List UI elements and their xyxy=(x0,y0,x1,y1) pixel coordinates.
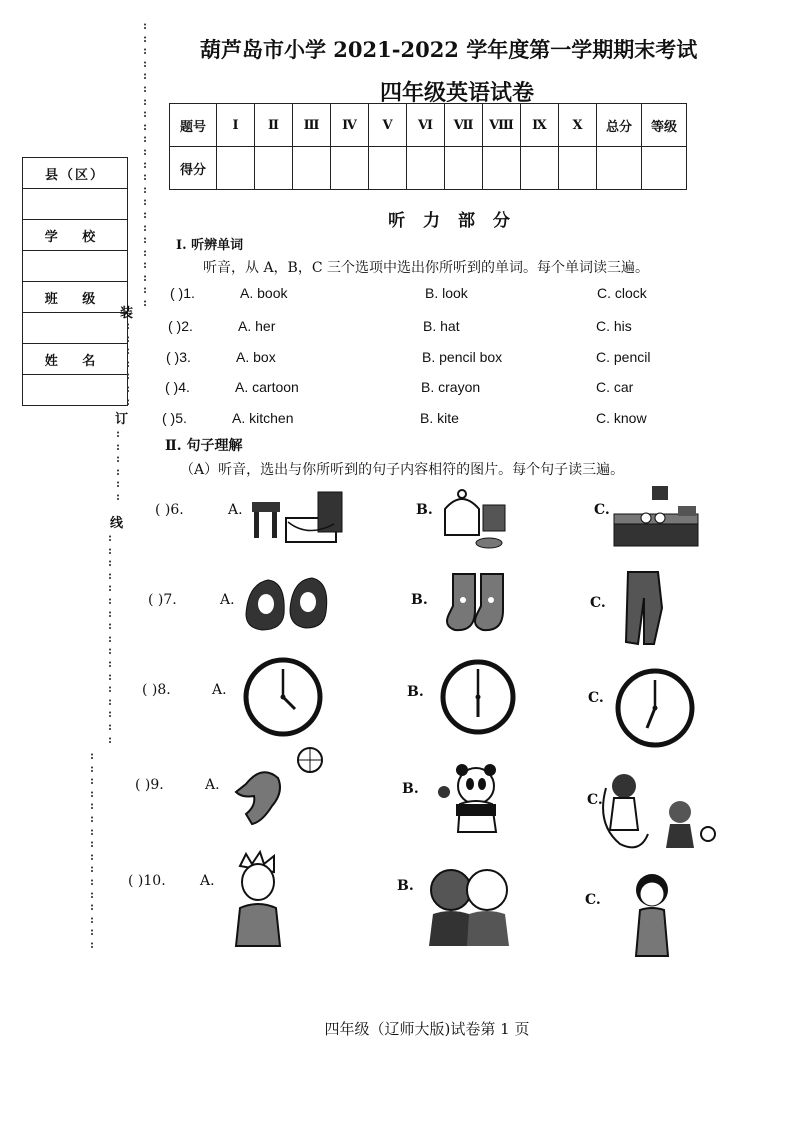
option-b-label: B. xyxy=(407,684,424,700)
part1-heading: Ⅰ. 听辨单词 xyxy=(176,238,244,253)
score-cell: Ⅲ xyxy=(293,104,331,147)
field-class-input[interactable] xyxy=(23,313,128,344)
option-a: A. her xyxy=(238,318,276,334)
option-a: A. book xyxy=(240,285,288,301)
answer-blank[interactable]: ( )8. xyxy=(142,682,171,698)
binding-dots-mid: : : : : : : : xyxy=(126,319,131,408)
answer-blank[interactable]: ( )6. xyxy=(155,502,184,518)
option-a: A. cartoon xyxy=(235,379,299,395)
score-row-label: 得分 xyxy=(170,147,217,190)
panda-ping-pong-icon xyxy=(434,760,514,840)
boy-spiky-hair-icon xyxy=(230,852,290,948)
birdcage-and-bowl-icon xyxy=(437,485,517,555)
score-input-cell[interactable] xyxy=(331,147,369,190)
field-name-input[interactable] xyxy=(23,375,128,406)
field-school-label: 学 校 xyxy=(23,220,128,251)
score-input-cell[interactable] xyxy=(559,147,597,190)
score-input-cell[interactable] xyxy=(597,147,642,190)
clock-four-icon xyxy=(243,657,323,737)
score-input-cell[interactable] xyxy=(521,147,559,190)
part2-instruction: （A）听音，选出与你所听到的句子内容相符的图片。每个句子读三遍。 xyxy=(180,462,625,478)
field-school-input[interactable] xyxy=(23,251,128,282)
pants-icon xyxy=(618,568,668,648)
option-c: C. pencil xyxy=(596,349,651,365)
binding-dots-mid2: : : : : : : xyxy=(116,427,121,503)
answer-blank[interactable]: ( )9. xyxy=(135,777,164,793)
page-footer: 四年级（辽师大版)试卷第 1 页 xyxy=(324,1020,530,1038)
tiger-basketball-icon xyxy=(232,744,332,834)
option-c: C. car xyxy=(596,379,634,395)
field-county-label: 县（区） xyxy=(23,158,128,189)
answer-blank[interactable]: ( )1. xyxy=(170,285,195,301)
score-cell: Ⅴ xyxy=(369,104,407,147)
binding-dots-low: : : : : : : : : : : : : : : : : : xyxy=(108,531,113,746)
answer-blank[interactable]: ( )7. xyxy=(148,592,177,608)
score-table-header-row xyxy=(170,104,687,147)
answer-blank[interactable]: ( )10. xyxy=(128,873,166,889)
score-input-cell[interactable] xyxy=(255,147,293,190)
binding-dots-bottom: : : : : : : : : : : : : : : : : xyxy=(90,749,95,951)
binding-dots-top: : : : : : : : : : : : : : : : : : : : : : : : xyxy=(143,19,148,310)
answer-blank[interactable]: ( )3. xyxy=(166,349,191,365)
two-boys-icon xyxy=(425,864,515,946)
score-cell: Ⅱ xyxy=(255,104,293,147)
option-a: A. box xyxy=(236,349,276,365)
score-cell: Ⅷ xyxy=(483,104,521,147)
student-info-table xyxy=(22,157,128,406)
option-a-label: A. xyxy=(205,777,220,793)
clock-seven-icon xyxy=(615,668,695,748)
listening-section-title: 听 力 部 分 xyxy=(388,211,516,231)
option-b-label: B. xyxy=(416,502,433,518)
option-c: C. clock xyxy=(597,285,647,301)
score-input-cell[interactable] xyxy=(369,147,407,190)
option-c-label: C. xyxy=(587,792,603,808)
option-b-label: B. xyxy=(397,878,414,894)
socks-icon xyxy=(441,570,521,638)
girl-icon xyxy=(628,872,678,956)
shoes-icon xyxy=(242,574,332,634)
field-class-label: 班 级 xyxy=(23,282,128,313)
kids-jump-rope-soccer-icon xyxy=(600,764,720,858)
clock-six-icon xyxy=(440,659,516,735)
score-cell: 题号 xyxy=(170,104,217,147)
score-input-cell[interactable] xyxy=(217,147,255,190)
score-input-cell[interactable] xyxy=(445,147,483,190)
answer-blank[interactable]: ( )5. xyxy=(162,410,187,426)
option-b-label: B. xyxy=(402,781,419,797)
binding-char-xian: 线 xyxy=(110,516,124,531)
field-name-label: 姓 名 xyxy=(23,344,128,375)
option-b: B. hat xyxy=(423,318,460,334)
option-a: A. kitchen xyxy=(232,410,294,426)
score-cell: Ⅵ xyxy=(407,104,445,147)
option-c: C. know xyxy=(596,410,647,426)
score-input-cell[interactable] xyxy=(293,147,331,190)
option-a-label: A. xyxy=(220,592,235,608)
option-a-label: A. xyxy=(228,502,243,518)
option-b: B. look xyxy=(425,285,468,301)
exam-title: 葫芦岛市小学 2021-2022 学年度第一学期期末考试 xyxy=(200,37,698,62)
answer-blank[interactable]: ( )2. xyxy=(168,318,193,334)
exam-subtitle: 四年级英语试卷 xyxy=(379,80,534,106)
score-cell: Ⅸ xyxy=(521,104,559,147)
score-cell: Ⅹ xyxy=(559,104,597,147)
score-cell: 总分 xyxy=(597,104,642,147)
score-cell: Ⅰ xyxy=(217,104,255,147)
bed-and-desk-icon xyxy=(248,488,348,556)
option-c: C. his xyxy=(596,318,632,334)
answer-blank[interactable]: ( )4. xyxy=(165,379,190,395)
score-cell: Ⅶ xyxy=(445,104,483,147)
option-a-label: A. xyxy=(212,682,227,698)
option-b: B. pencil box xyxy=(422,349,503,365)
kitchen-counter-icon xyxy=(612,484,702,550)
option-b-label: B. xyxy=(411,592,428,608)
score-cell: 等级 xyxy=(642,104,687,147)
option-c-label: C. xyxy=(594,502,610,518)
option-b: B. kite xyxy=(420,410,459,426)
score-input-cell[interactable] xyxy=(642,147,687,190)
binding-char-zhuang: 装 xyxy=(120,306,134,321)
score-input-cell[interactable] xyxy=(483,147,521,190)
part2-heading: Ⅱ. 句子理解 xyxy=(165,438,243,454)
part1-instruction: 听音，从 A，B，C 三个选项中选出你所听到的单词。每个单词读三遍。 xyxy=(203,260,650,276)
option-c-label: C. xyxy=(590,595,606,611)
binding-char-ding: 订 xyxy=(115,412,129,427)
score-table xyxy=(169,103,687,190)
option-a-label: A. xyxy=(200,873,215,889)
score-table-score-row xyxy=(170,147,687,190)
option-c-label: C. xyxy=(585,892,601,908)
score-cell: Ⅳ xyxy=(331,104,369,147)
option-c-label: C. xyxy=(588,690,604,706)
score-input-cell[interactable] xyxy=(407,147,445,190)
option-b: B. crayon xyxy=(421,379,481,395)
